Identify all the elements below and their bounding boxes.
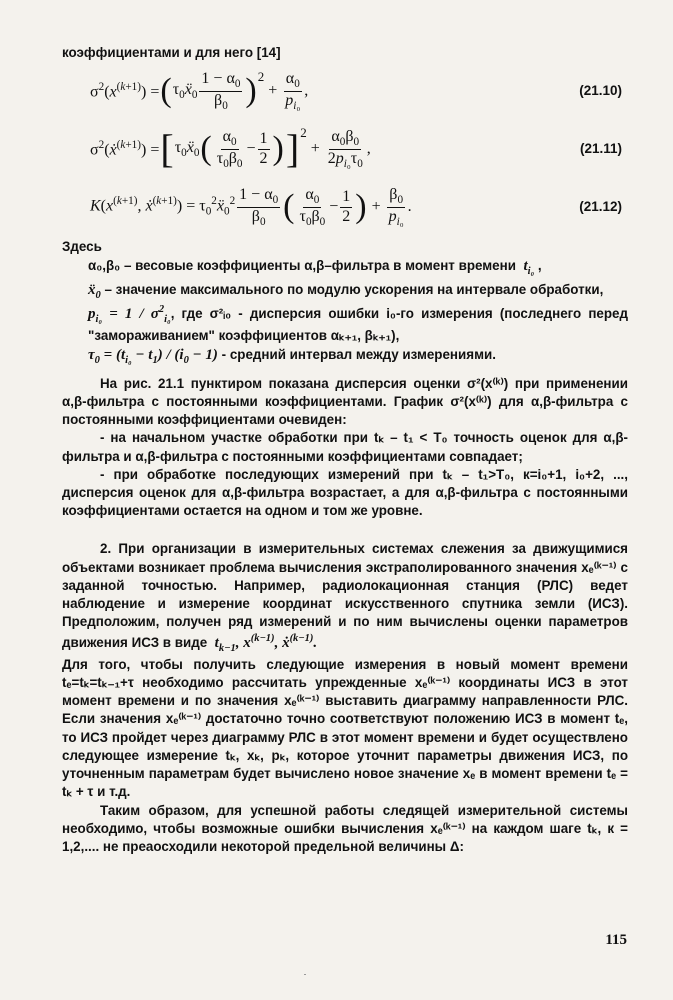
definition-text: - средний интервал между измерениями. (221, 347, 496, 363)
paragraph-4: Таким образом, для успешной работы следящей измерительной системы необходимо, чтобы возможные ошибки вычисления xₑ⁽ᵏ⁻¹⁾ на каждом шаге tₖ, к = 1,2,.... не преаосходили некоторой предельной величины Δ: (62, 802, 628, 855)
intro-line: коэффициентами и для него [14] (62, 45, 281, 60)
definition-alpha-beta: α₀,β₀ – весовые коэффициенты α,β–фильтра в момент времени $t_{i_0}$ , (88, 258, 542, 278)
definition-p (62, 303, 628, 345)
definition-text: , где σ²ᵢ₀ - дисперсия ошибки i₀-го измерения (последнего перед "замораживанием" коэффициентов αₖ₊₁, βₖ₊₁), (88, 305, 628, 344)
equation-21-10-body: $\sigma^2(x^{(k+1)})$ = ( $\tau_0ẍ_0$ $\frac{1 - \alpha_0}{\beta_0}$ ) $^2$ + $\frac{\alpha_0}{p_{i_0}}$ , (90, 69, 309, 112)
definition-math: $p_{i_0} = 1 / \sigma^2_{i_0}$ (88, 303, 171, 325)
definition-text: – значение максимального по модулю ускорения на интервале обработки, (104, 281, 604, 297)
params-math: $t_{k-1}$, $x^{(k-1)}$, ẋ$^{(k-1)}$. (210, 632, 318, 654)
definition-text: – весовые коэффициенты α,β–фильтра в момент времени (123, 258, 516, 274)
paragraph-2 (62, 540, 628, 655)
equation-21-10 (62, 62, 628, 120)
paragraph-2-text: При организации в измерительных системах слежения за движущимися объектами возникает проблема вычисления экстраполированного значения xₑ⁽ᵏ⁻¹⁾ с заданной точностью. Например, радиолокационная станция (РЛС) ведет наблюдение и измерение координат искусственного спутника земли (ИСЗ). Предположим, получен ряд измерений и по ним вычислены оценки параметров движения ИСЗ в виде (62, 541, 628, 650)
paragraph-number: 2. (100, 541, 112, 557)
equation-number: (21.12) (579, 199, 622, 215)
equation-number: (21.11) (579, 141, 622, 157)
equation-number: (21.10) (579, 83, 622, 99)
definition-math: $t_{i_0}$ (519, 258, 535, 278)
page-content (62, 44, 628, 856)
definition-math: $\tau_0 = (t_{i_0} - t_1) / (i_0 - 1)$ (88, 347, 218, 367)
equation-21-12 (62, 178, 628, 236)
scan-speck (304, 974, 306, 975)
page-number: 115 (605, 932, 627, 948)
paragraph-3: Для того, чтобы получить следующие измерения в новый момент времени tₑ=tₖ=tₖ₋₁+τ необходимо рассчитать упрежденные xₑ⁽ᵏ⁻¹⁾ координаты ИСЗ в этот момент времени и по значения xₑ⁽ᵏ⁻¹⁾ выставить диаграмму направленности РЛС. Если значения xₑ⁽ᵏ⁻¹⁾ достаточно точно соответствуют положению ИСЗ в момент tₑ, то ИСЗ пройдет через диаграмму РЛС в этот момент времени и будет осуществлено следующее измерение tₖ, xₖ, pₖ, которое уточнит параметры движения ИСЗ, по уточненным параметрам будет вычислено новое значение xₑ в момент времени tₑ = tₖ + τ и т.д. (62, 656, 628, 800)
paragraph-1: На рис. 21.1 пунктиром показана дисперсия оценки σ²(x⁽ᵏ⁾) при применении α,β-фильтра с постоянными коэффициентами. График σ²(x⁽ᵏ⁾) для α,β-фильтра с постоянными коэффициентами очевиден: (62, 375, 628, 428)
paragraph-1-bullet-2: - при обработке последующих измерений при tₖ – t₁>T₀, к=i₀+1, i₀+2, ..., дисперсия оценок для α,β-фильтра возрастает, а для α,β-фильтра с постоянными коэффициентами остается на одном и том же уровне. (62, 466, 628, 519)
equation-21-11 (62, 120, 628, 178)
definitions (62, 256, 628, 368)
definition-symbol: α₀,β₀ (88, 258, 121, 274)
definition-acceleration (62, 280, 628, 303)
equation-21-11-body: $\sigma^2(ẋ^{(k+1)})$ = [ $\tau_0ẍ_0$ ( $\frac{\alpha_0}{\tau_0\beta_0}$ − $\frac{1}{2}$ ) ] $^2$ + $\frac{\alpha_0\beta_0}{2p_{i_0}\tau_0}$ , (90, 125, 371, 172)
definition-math: ẍ$_0$ (88, 281, 101, 301)
here-label: Здесь (62, 239, 102, 255)
equation-21-12-body: $K(x^{(k+1)}$, ẋ$^{(k+1)}$) = $\tau_0^2ẍ_0^2$ $\frac{1 - \alpha_0}{\beta_0}$ ( $\frac{\alpha_0}{\tau_0\beta_0}$ − $\frac{1}{2}$ ) + $\frac{\beta_0}{p_{i_0}}$ . (90, 185, 412, 228)
definition-tau (62, 345, 628, 368)
paragraph-1-bullet-1: - на начальном участке обработки при tₖ – t₁ < T₀ точность оценок для α,β-фильтра и α,β-фильтра с постоянными коэффициентами совпадает; (62, 430, 628, 464)
